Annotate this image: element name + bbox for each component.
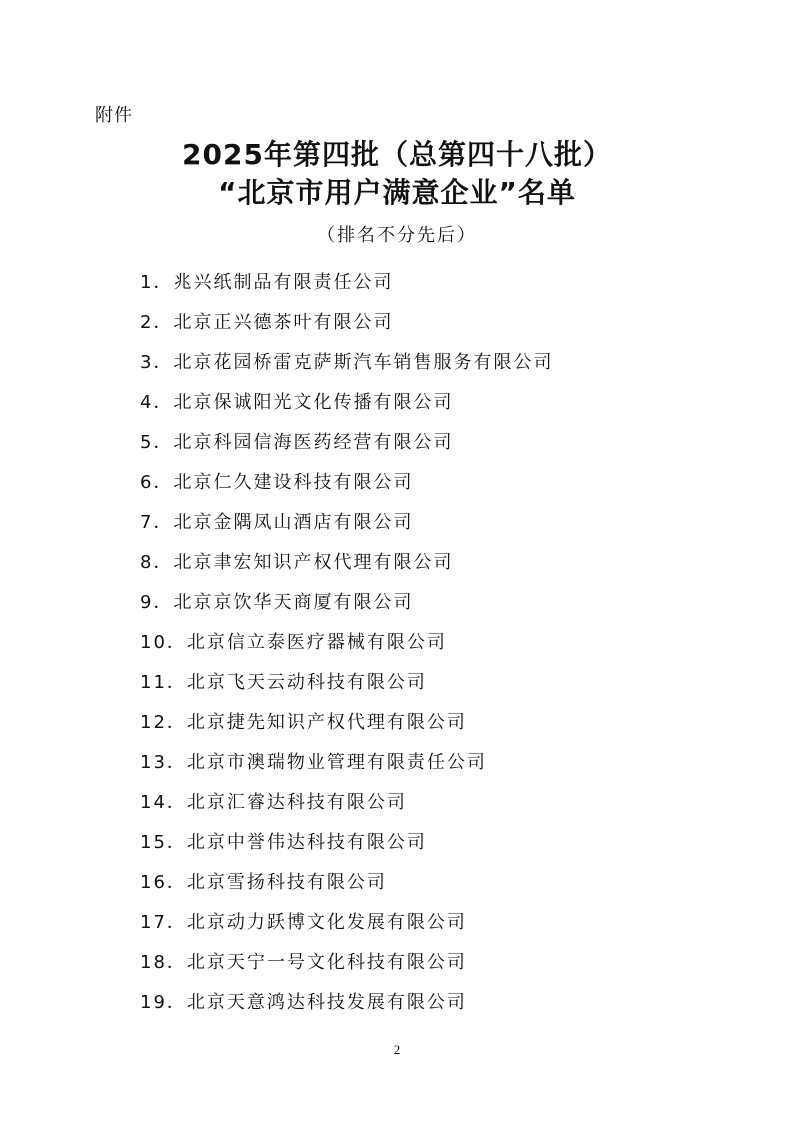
attachment-label: 附件 — [95, 105, 133, 126]
company-list-item — [140, 821, 553, 861]
company-list-item — [140, 581, 553, 621]
company-name: 北京市澳瑞物业管理有限责任公司 — [186, 752, 487, 773]
company-list-item — [140, 461, 553, 501]
company-name: 兆兴纸制品有限责任公司 — [173, 272, 394, 293]
company-name: 北京雪扬科技有限公司 — [186, 872, 387, 893]
item-number: 16． — [140, 872, 187, 893]
item-number: 18． — [140, 952, 187, 973]
company-list-item — [140, 541, 553, 581]
company-list-item — [140, 501, 553, 541]
company-name: 北京聿宏知识产权代理有限公司 — [173, 552, 454, 573]
company-list-item — [140, 621, 553, 661]
company-name: 北京科园信海医药经营有限公司 — [173, 432, 454, 453]
item-number: 19． — [140, 992, 187, 1013]
item-number: 12． — [140, 712, 187, 733]
company-list-item — [140, 941, 553, 981]
company-name: 北京捷先知识产权代理有限公司 — [186, 712, 467, 733]
company-list-item — [140, 781, 553, 821]
document-title-line-2: “北京市用户满意企业”名单 — [218, 176, 576, 209]
ranking-note: （排名不分先后） — [317, 225, 477, 246]
company-name: 北京正兴德茶叶有限公司 — [173, 312, 394, 333]
page-number: 2 — [393, 1042, 401, 1057]
company-name: 北京京饮华天商厦有限公司 — [173, 592, 414, 613]
item-number: 4． — [140, 392, 174, 413]
company-name: 北京信立泰医疗器械有限公司 — [186, 632, 447, 653]
company-name: 北京仁久建设科技有限公司 — [173, 472, 414, 493]
item-number: 8． — [140, 552, 174, 573]
company-list-item — [140, 421, 553, 461]
item-number: 2． — [140, 312, 174, 333]
company-name: 北京天意鸿达科技发展有限公司 — [186, 992, 467, 1013]
company-name: 北京中誉伟达科技有限公司 — [186, 832, 427, 853]
company-name: 北京天宁一号文化科技有限公司 — [186, 952, 467, 973]
item-number: 17． — [140, 912, 187, 933]
company-list-item — [140, 901, 553, 941]
item-number: 13． — [140, 752, 187, 773]
item-number: 11． — [140, 672, 187, 693]
company-list — [140, 261, 553, 1021]
item-number: 7． — [140, 512, 174, 533]
company-list-item — [140, 301, 553, 341]
company-list-item — [140, 981, 553, 1021]
company-name: 北京汇睿达科技有限公司 — [186, 792, 407, 813]
company-name: 北京动力跃博文化发展有限公司 — [186, 912, 467, 933]
company-list-item — [140, 741, 553, 781]
document-title-line-1: 2025年第四批（总第四十八批） — [182, 138, 612, 171]
company-list-item — [140, 861, 553, 901]
company-name: 北京花园桥雷克萨斯汽车销售服务有限公司 — [173, 352, 554, 373]
company-list-item — [140, 701, 553, 741]
company-list-item — [140, 381, 553, 421]
company-name: 北京飞天云动科技有限公司 — [186, 672, 427, 693]
item-number: 10． — [140, 632, 187, 653]
item-number: 9． — [140, 592, 174, 613]
item-number: 3． — [140, 352, 174, 373]
item-number: 15． — [140, 832, 187, 853]
company-name: 北京金隅凤山酒店有限公司 — [173, 512, 414, 533]
company-list-item — [140, 261, 553, 301]
company-list-item — [140, 661, 553, 701]
item-number: 14． — [140, 792, 187, 813]
item-number: 1． — [140, 272, 174, 293]
company-name: 北京保诚阳光文化传播有限公司 — [173, 392, 454, 413]
company-list-item — [140, 341, 553, 381]
item-number: 6． — [140, 472, 174, 493]
item-number: 5． — [140, 432, 174, 453]
